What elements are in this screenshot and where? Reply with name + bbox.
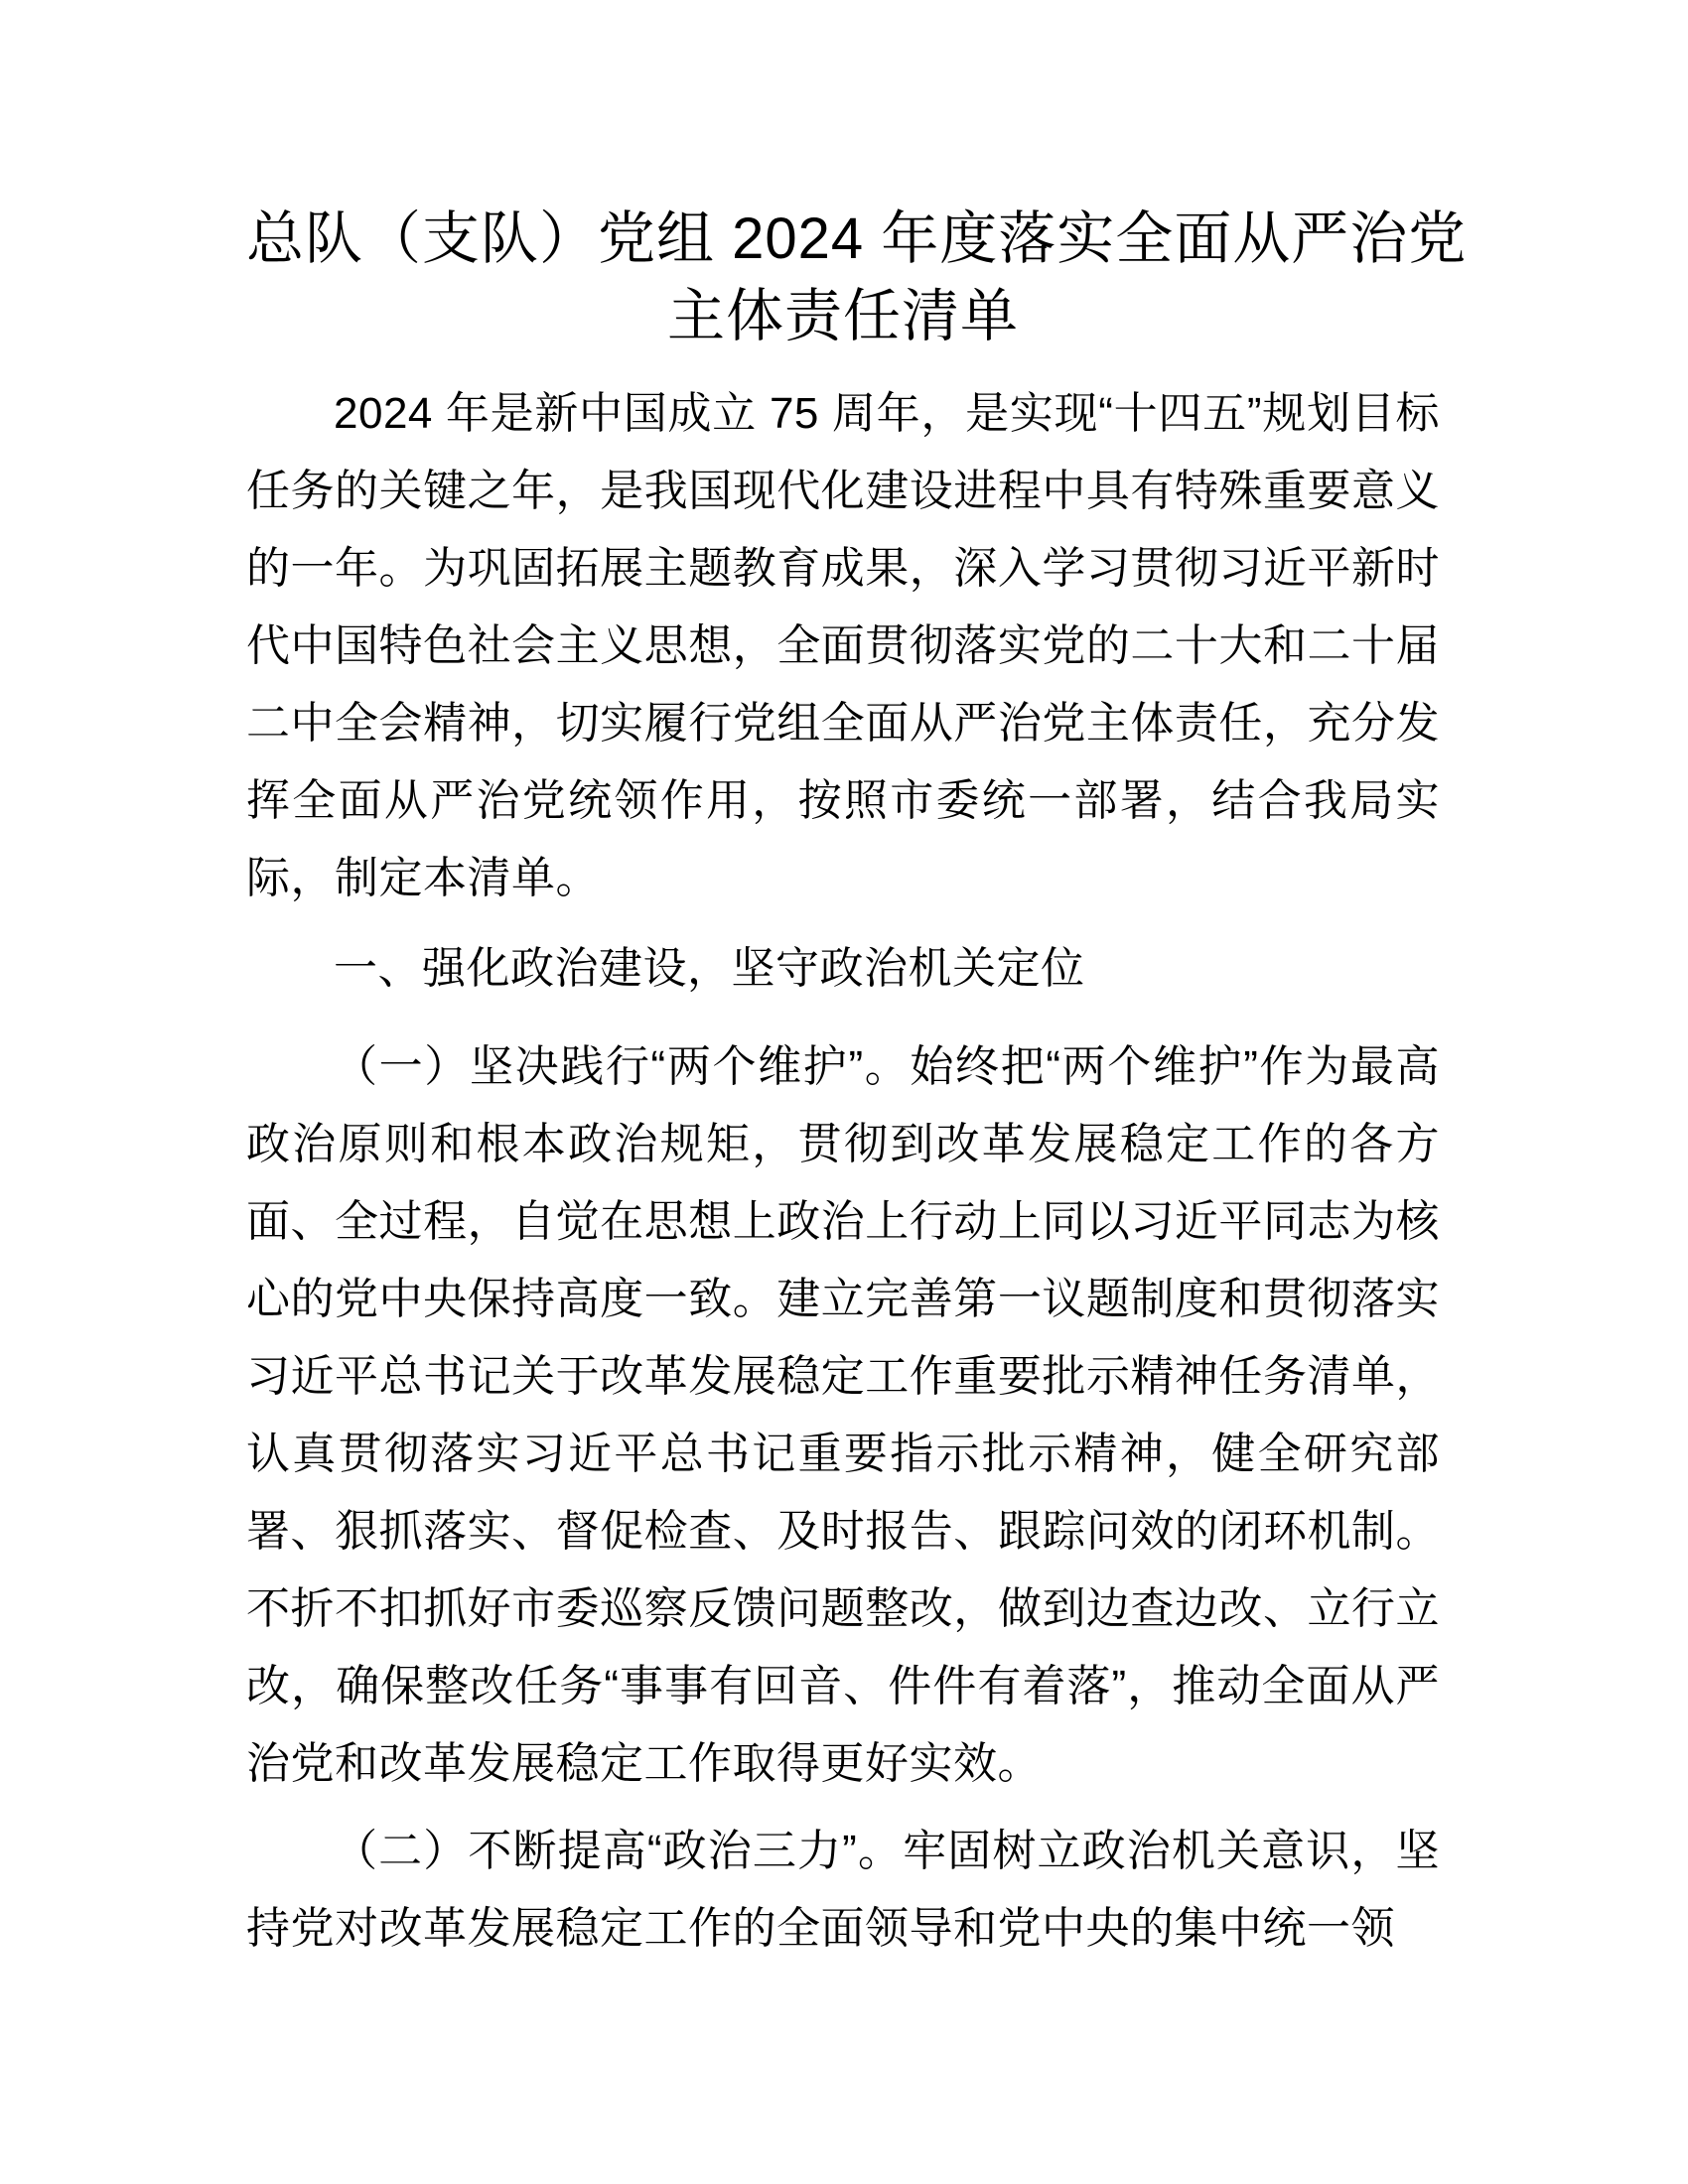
intro-paragraph: 2024 年是新中国成立 75 周年，是实现“十四五”规划目标任务的关键之年，是我国现代化建设进程中具有特殊重要意义的一年。为巩固拓展主题教育成果，深入学习贯彻习近平新时代中国特色社会主义思想，全面贯彻落实党的二十大和二十届二中全会精神，切实履行党组全面从严治党主体责任，充分发挥全面从严治党统领作用，按照市委统一部署，结合我局实际，制定本清单。 bbox=[246, 389, 1440, 902]
section-1-item-2-paragraph: （二）不断提高“政治三力”。牢固树立政治机关意识，坚持党对改革发展稳定工作的全面领导和党中央的集中统一领 bbox=[246, 1827, 1440, 1953]
section-1-item-1-paragraph: （一）坚决践行“两个维护”。始终把“两个维护”作为最高政治原则和根本政治规矩，贯彻到改革发展稳定工作的各方面、全过程，自觉在思想上政治上行动上同以习近平同志为核心的党中央保持高度一致。建立完善第一议题制度和贯彻落实习近平总书记关于改革发展稳定工作重要批示精神任务清单，认真贯彻落实习近平总书记重要指示批示精神，健全研究部署、狠抓落实、督促检查、及时报告、跟踪问效的闭环机制。不折不扣抓好市委巡察反馈问题整改，做到边查边改、立行立改，确保整改任务“事事有回音、件件有着落”，推动全面从严治党和改革发展稳定工作取得更好实效。 bbox=[246, 1042, 1440, 1788]
document-title bbox=[246, 201, 1468, 355]
document-title-line-1: 总队（支队）党组 2024 年度落实全面从严治党 bbox=[246, 206, 1468, 271]
document-title-line-2: 主体责任清单 bbox=[666, 284, 1019, 348]
section-1-heading: 一、强化政治建设，坚守政治机关定位 bbox=[334, 944, 1085, 993]
